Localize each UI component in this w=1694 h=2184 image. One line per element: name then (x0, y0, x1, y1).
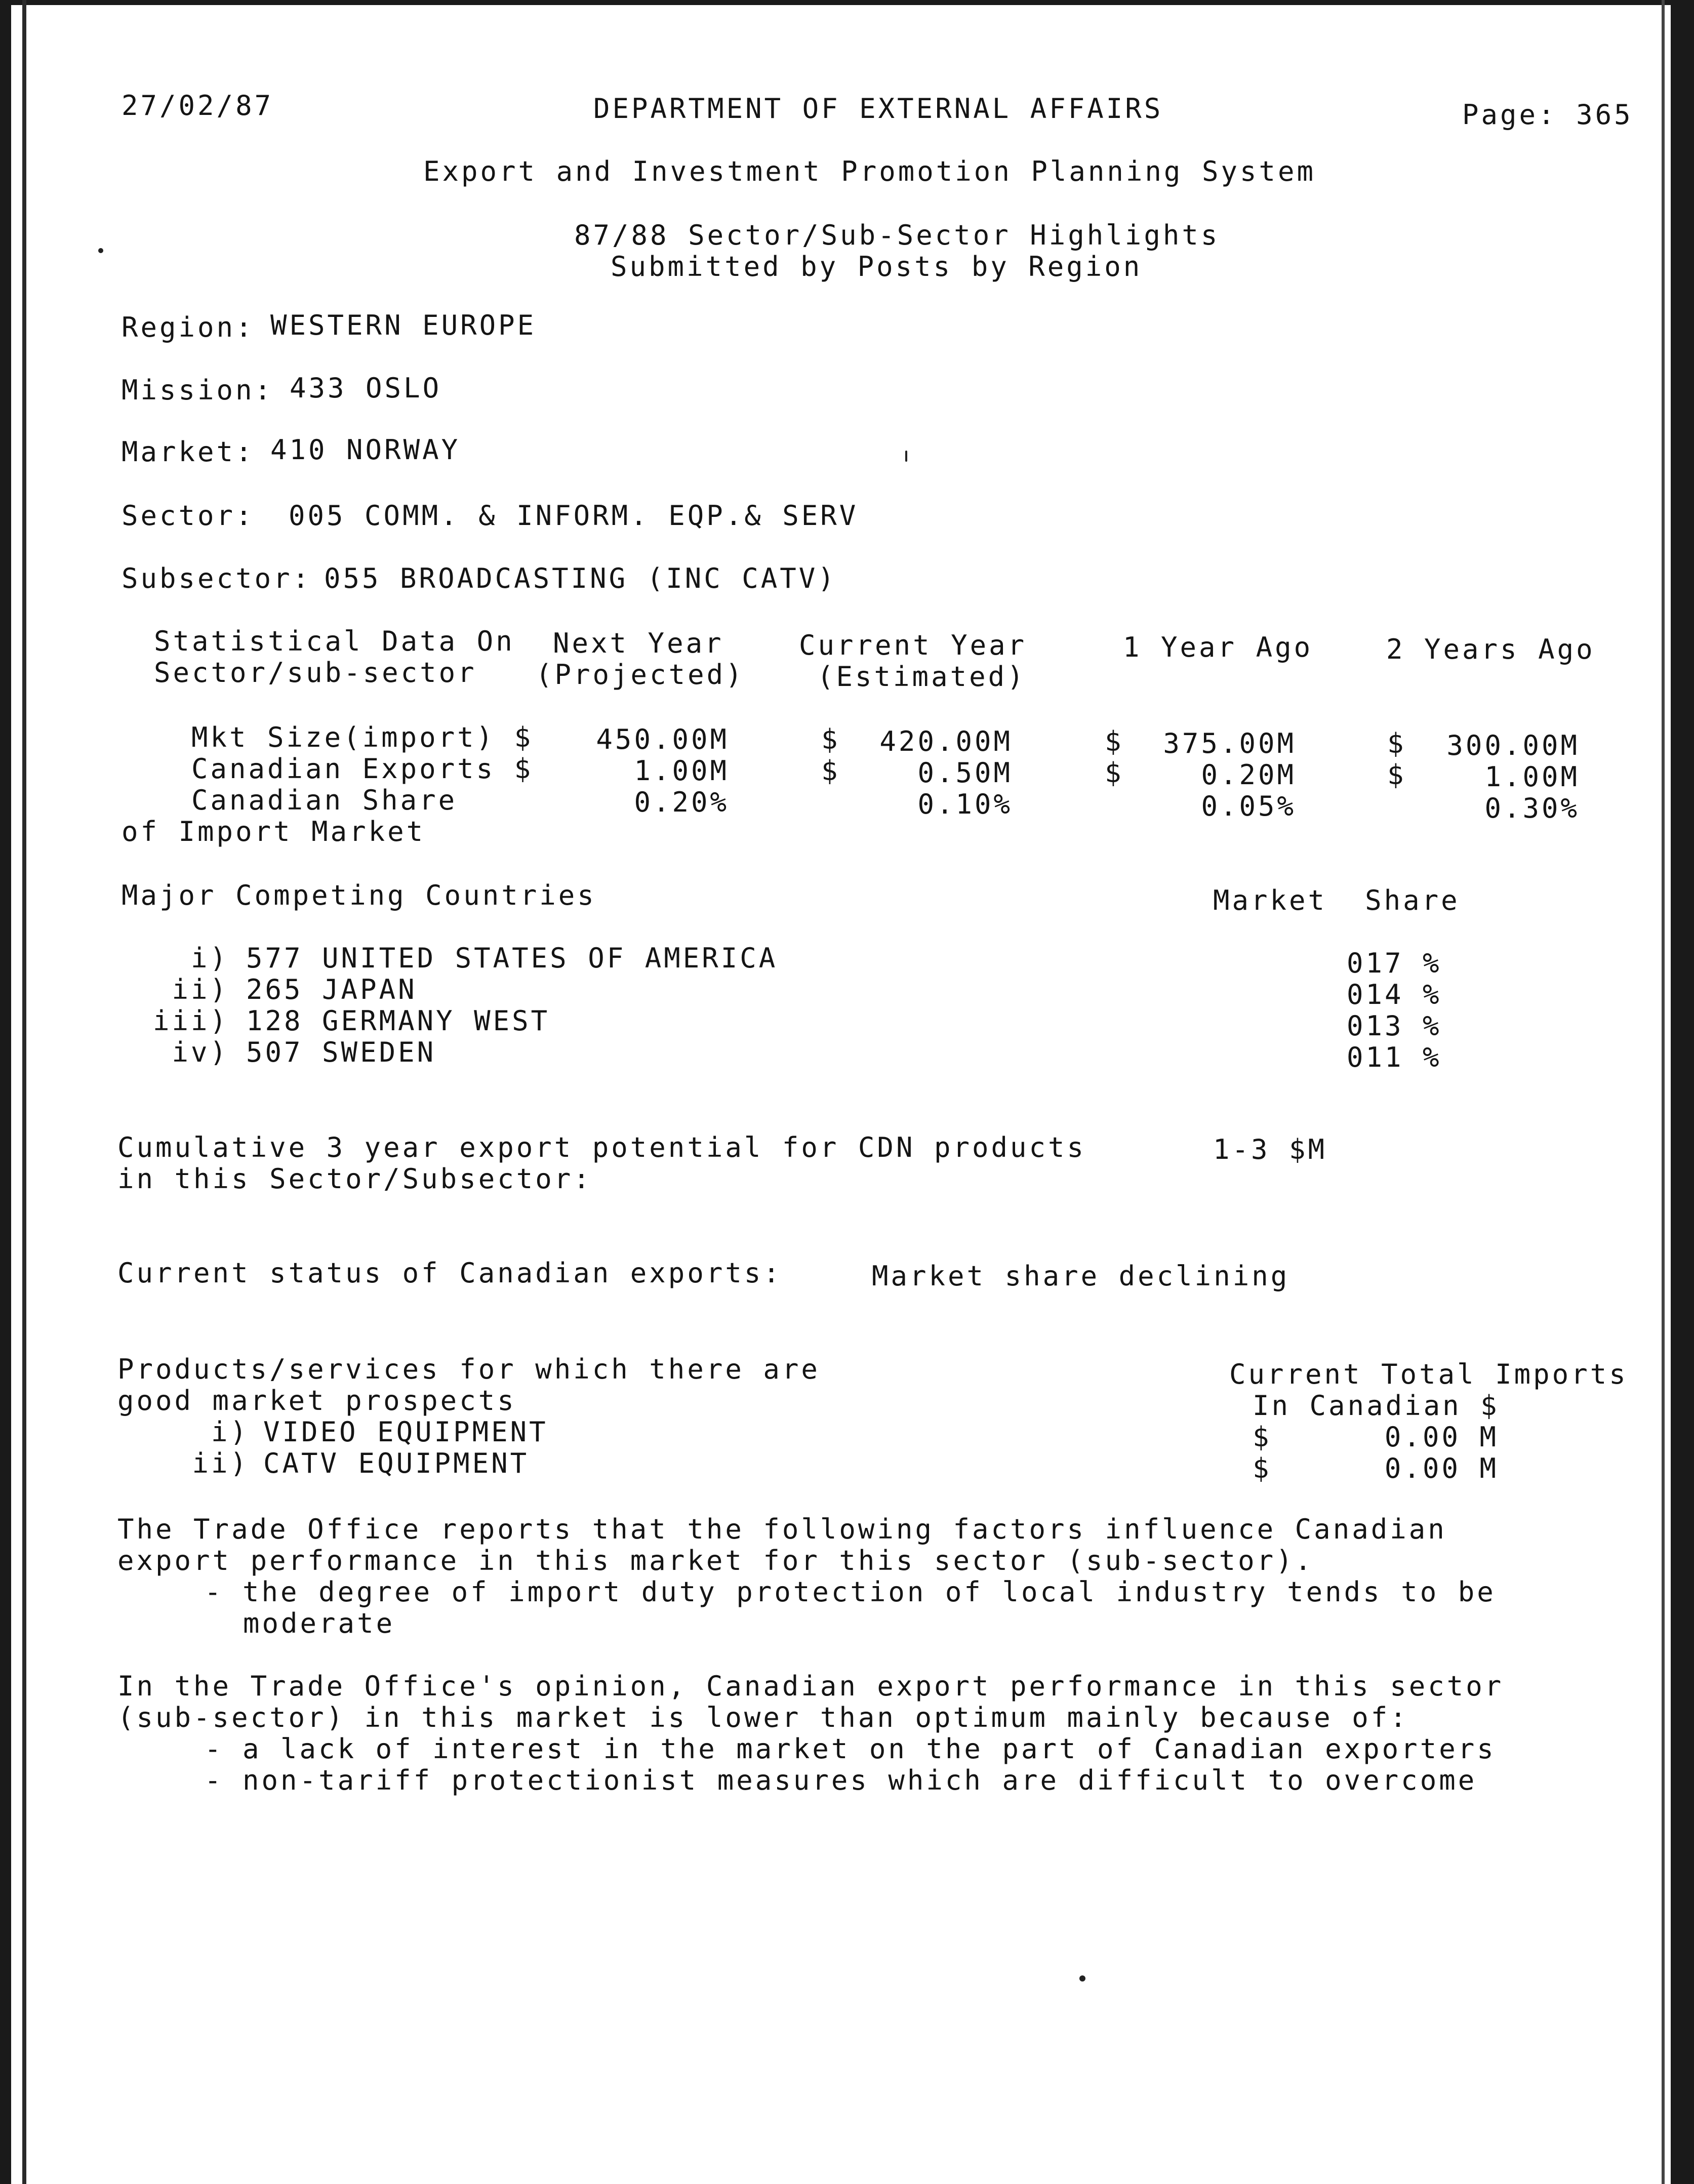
scan-edge-left (0, 0, 11, 2184)
product-value: 0.00 M (1384, 1452, 1499, 1484)
dollar-sign: $ (1105, 725, 1124, 757)
scan-speck (98, 248, 103, 253)
dollar-sign: $ (1105, 757, 1124, 789)
col-next-year: Next Year (553, 627, 724, 659)
competitor-num: iv) (172, 1036, 229, 1068)
department-name: DEPARTMENT OF EXTERNAL AFFAIRS (593, 93, 1163, 125)
region-value: WESTERN EUROPE (270, 309, 537, 341)
competitor-share: 011 % (1347, 1041, 1442, 1073)
dollar-sign: $ (1387, 727, 1406, 759)
col-current-year: Current Year (799, 629, 1027, 661)
factors-line2: export performance in this market for this sector (sub-sector). (117, 1545, 1314, 1576)
report-date: 27/02/87 (122, 90, 274, 122)
product-name: VIDEO EQUIPMENT (263, 1416, 548, 1448)
system-name: Export and Investment Promotion Planning System (423, 155, 1316, 187)
competitor-country: 577 UNITED STATES OF AMERICA (246, 942, 778, 974)
competitor-num: i) (190, 942, 229, 974)
scan-speck (1079, 1975, 1085, 1981)
stats-header-line1: Statistical Data On (154, 625, 515, 657)
product-value: 0.00 M (1384, 1421, 1499, 1453)
mkt-1-year-ago: 375.00M (1163, 727, 1296, 759)
market-value: 410 NORWAY (270, 434, 461, 466)
competitor-num: ii) (172, 974, 229, 1005)
competitor-share: 013 % (1347, 1010, 1442, 1042)
scan-edge-right-line (1662, 0, 1665, 2184)
competitor-share: 017 % (1347, 947, 1442, 979)
exp-current-year: 0.50M (917, 757, 1013, 789)
scan-edge-right (1671, 0, 1694, 2184)
product-name: CATV EQUIPMENT (263, 1447, 530, 1479)
product-num: i) (211, 1416, 249, 1448)
opinion-bullet1: - a lack of interest in the market on the part of Canadian exporters (205, 1733, 1496, 1765)
dollar-sign: $ (821, 755, 840, 787)
col-next-year-sub: (Projected) (536, 659, 745, 691)
imports-header1: Current Total Imports (1229, 1358, 1628, 1390)
product-dollar: $ (1253, 1452, 1272, 1484)
products-line2: good market prospects (117, 1385, 516, 1417)
row-canadian-share-label: Canadian Share (191, 784, 458, 816)
product-dollar: $ (1253, 1421, 1272, 1453)
competitor-country: 265 JAPAN (246, 974, 417, 1005)
market-label: Market: (122, 436, 255, 468)
exp-next-year: 1.00M (634, 755, 729, 787)
status-value: Market share declining (872, 1260, 1290, 1292)
region-label: Region: (122, 311, 255, 343)
stats-header-line2: Sector/sub-sector (154, 657, 477, 689)
scan-speck (905, 451, 907, 462)
scan-edge-left-line (22, 0, 26, 2184)
competitor-country: 128 GERMANY WEST (246, 1005, 550, 1037)
competitor-country: 507 SWEDEN (246, 1036, 436, 1068)
mission-value: 433 OSLO (290, 372, 442, 404)
row-mkt-size-label: Mkt Size(import) $ (191, 721, 534, 753)
report-title: 87/88 Sector/Sub-Sector Highlights (574, 219, 1220, 251)
mkt-2-years-ago: 300.00M (1446, 730, 1580, 761)
share-1-year-ago: 0.05% (1201, 790, 1296, 822)
opinion-line1: In the Trade Office's opinion, Canadian export performance in this sector (117, 1670, 1504, 1702)
col-1-year-ago: 1 Year Ago (1123, 631, 1313, 663)
competitors-title: Major Competing Countries (122, 879, 596, 911)
imports-header2: In Canadian $ (1253, 1390, 1500, 1422)
sector-label: Sector: (122, 500, 255, 532)
page-number: Page: 365 (1462, 99, 1633, 131)
factors-bullet1: - the degree of import duty protection of local industry tends to be (205, 1576, 1496, 1608)
exp-2-years-ago: 1.00M (1484, 761, 1580, 793)
subsector-value: 055 BROADCASTING (INC CATV) (324, 562, 837, 594)
market-share-header: Market Share (1213, 884, 1460, 916)
product-num: ii) (192, 1447, 249, 1479)
sector-value: 005 COMM. & INFORM. EQP.& SERV (289, 500, 859, 532)
mkt-current-year: 420.00M (879, 725, 1013, 757)
mission-label: Mission: (122, 374, 274, 406)
exp-1-year-ago: 0.20M (1201, 759, 1296, 791)
dollar-sign: $ (1387, 759, 1406, 791)
status-label: Current status of Canadian exports: (117, 1257, 782, 1289)
col-2-years-ago: 2 Years Ago (1386, 633, 1595, 665)
opinion-bullet2: - non-tariff protectionist measures which are difficult to overcome (205, 1764, 1477, 1796)
subsector-label: Subsector: (122, 562, 312, 594)
share-2-years-ago: 0.30% (1484, 792, 1580, 824)
potential-line1: Cumulative 3 year export potential for CDN products (117, 1131, 1086, 1163)
mkt-next-year: 450.00M (596, 723, 729, 755)
competitor-share: 014 % (1347, 979, 1442, 1010)
potential-line2: in this Sector/Subsector: (117, 1163, 592, 1195)
opinion-line2: (sub-sector) in this market is lower than optimum mainly because of: (117, 1702, 1409, 1733)
row-canadian-share-label2: of Import Market (122, 816, 426, 847)
factors-line1: The Trade Office reports that the following factors influence Canadian (117, 1513, 1447, 1545)
dollar-sign: $ (821, 723, 840, 755)
col-current-year-sub: (Estimated) (817, 661, 1026, 693)
products-line1: Products/services for which there are (117, 1353, 820, 1385)
factors-bullet1-cont: moderate (243, 1607, 395, 1639)
row-canadian-exports-label: Canadian Exports $ (191, 753, 534, 785)
share-next-year: 0.20% (634, 786, 729, 818)
scan-edge-top (0, 0, 1694, 5)
report-subtitle: Submitted by Posts by Region (611, 251, 1143, 282)
competitor-num: iii) (152, 1005, 229, 1037)
share-current-year: 0.10% (917, 788, 1013, 820)
potential-value: 1-3 $M (1213, 1134, 1327, 1165)
